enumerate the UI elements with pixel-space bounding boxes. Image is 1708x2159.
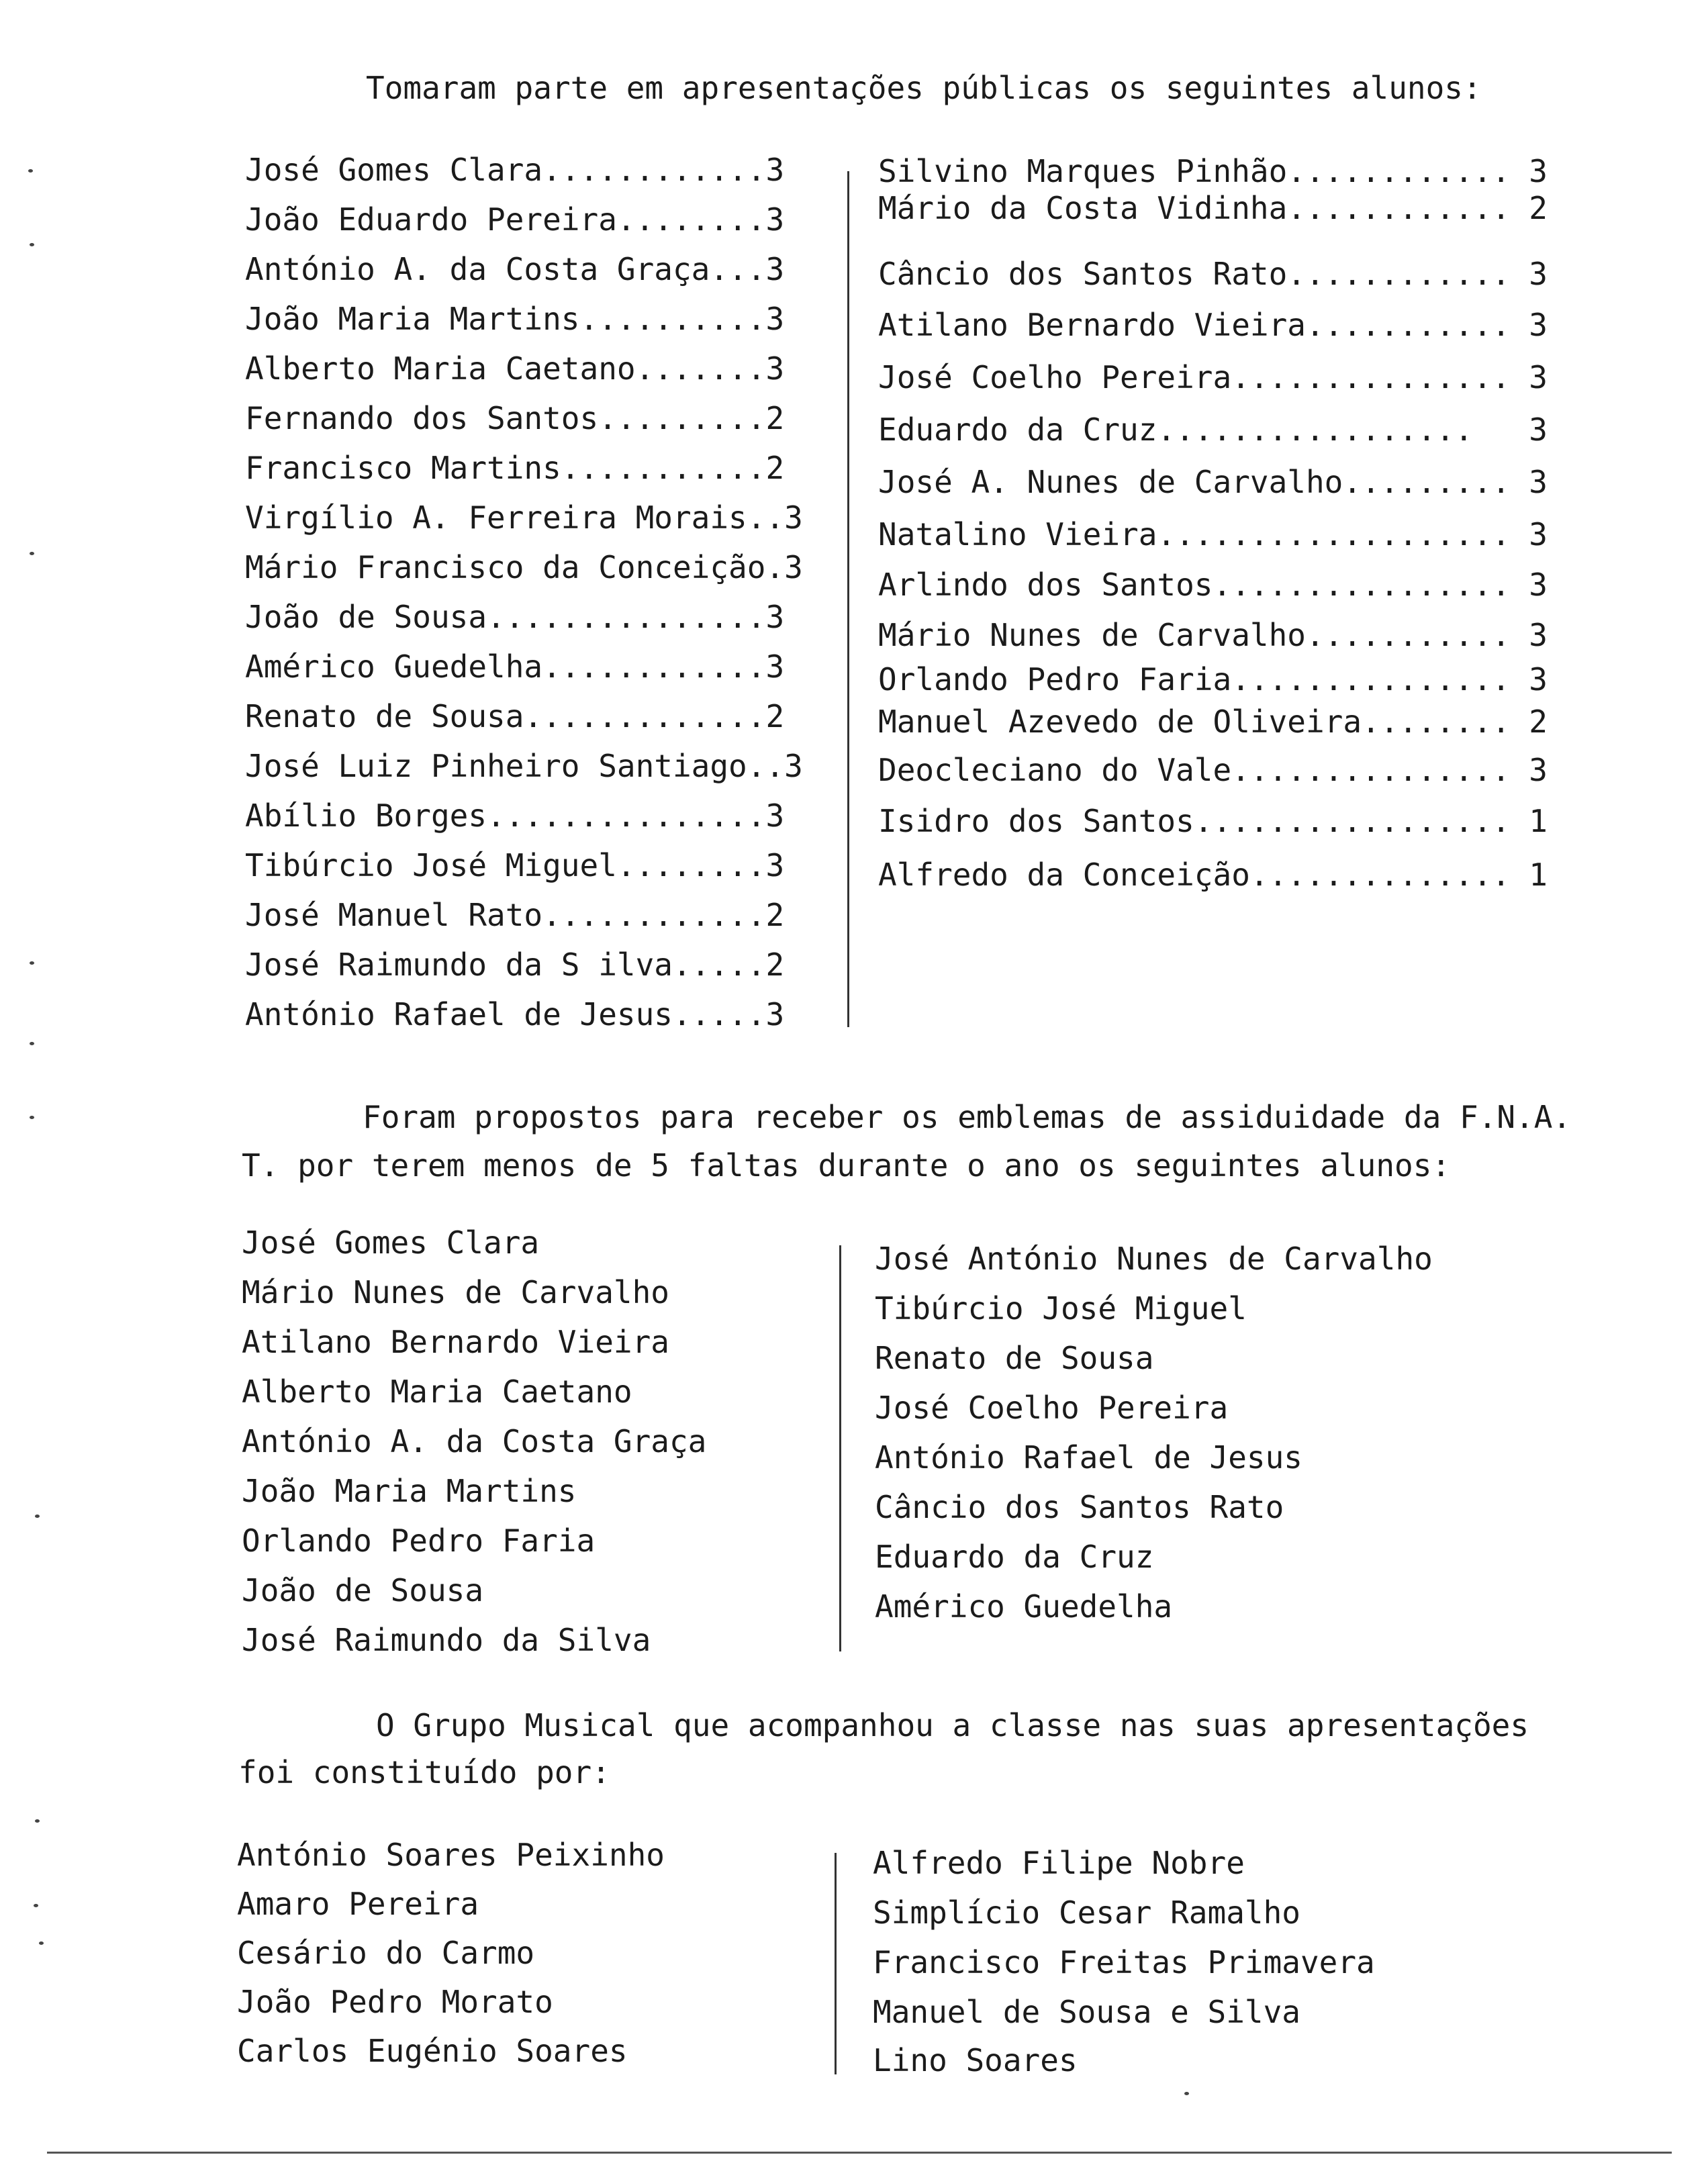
section2-right-row: José António Nunes de Carvalho <box>875 1241 1433 1277</box>
section1-left-row: Francisco Martins...........2 <box>245 450 785 486</box>
section3-intro-line1: O Grupo Musical que acompanhou a classe nas suas apresentações <box>376 1707 1529 1743</box>
section2-left-row: João Maria Martins <box>242 1473 577 1509</box>
scan-speck <box>35 1819 40 1823</box>
section2-left-row: José Raimundo da Silva <box>242 1622 651 1658</box>
section3-right-row: Manuel de Sousa e Silva <box>873 1994 1300 2030</box>
section2-right-row: Tibúrcio José Miguel <box>875 1290 1247 1327</box>
section1-left-row: João Eduardo Pereira........3 <box>245 201 785 238</box>
section2-left-row: António A. da Costa Graça <box>242 1423 707 1459</box>
section1-left-row: Tibúrcio José Miguel........3 <box>245 847 785 883</box>
section1-right-row: Manuel Azevedo de Oliveira........ 2 <box>878 704 1548 740</box>
section2-intro-line2: T. por terem menos de 5 faltas durante o ano os seguintes alunos: <box>242 1147 1451 1184</box>
scan-speck <box>34 1904 38 1907</box>
section1-left-row: José Luiz Pinheiro Santiago..3 <box>245 748 803 784</box>
section2-left-row: Alberto Maria Caetano <box>242 1374 632 1410</box>
scan-speck <box>39 1941 44 1945</box>
column-divider <box>835 1853 837 2074</box>
section1-right-row: Atilano Bernardo Vieira........... 3 <box>878 307 1548 343</box>
section2-right-row: Renato de Sousa <box>875 1340 1154 1376</box>
section1-left-row: João de Sousa...............3 <box>245 599 785 635</box>
section1-right-row: Alfredo da Conceição.............. 1 <box>878 857 1548 893</box>
scan-speck <box>30 552 34 555</box>
section3-left-row: Amaro Pereira <box>237 1886 479 1922</box>
section1-right-row: Silvino Marques Pinhão............ 3 <box>878 153 1548 189</box>
section2-left-row: Atilano Bernardo Vieira <box>242 1324 669 1360</box>
section1-right-row: Mário da Costa Vidinha............ 2 <box>878 190 1548 226</box>
section3-intro-line2: foi constituído por: <box>238 1754 610 1790</box>
scan-speck <box>28 169 33 173</box>
section1-right-row: Orlando Pedro Faria............... 3 <box>878 661 1548 698</box>
section1-left-row: José Manuel Rato............2 <box>245 897 785 933</box>
section2-right-row: Eduardo da Cruz <box>875 1539 1154 1575</box>
section1-left-row: Abílio Borges...............3 <box>245 798 785 834</box>
scan-speck <box>35 1515 40 1518</box>
section1-intro: Tomaram parte em apresentações públicas os seguintes alunos: <box>366 70 1482 106</box>
section3-left-row: Carlos Eugénio Soares <box>237 2033 628 2069</box>
section1-right-row: Eduardo da Cruz................. 3 <box>878 412 1548 448</box>
column-divider <box>847 171 849 1027</box>
column-divider <box>839 1245 841 1651</box>
scan-speck <box>1184 2092 1189 2095</box>
section1-right-row: José Coelho Pereira............... 3 <box>878 359 1548 395</box>
scan-speck <box>30 1116 34 1119</box>
scan-speck <box>30 243 34 246</box>
section3-right-row: Lino Soares <box>873 2042 1078 2078</box>
scan-speck <box>30 1042 34 1045</box>
section2-right-row: Câncio dos Santos Rato <box>875 1489 1284 1525</box>
section2-left-row: João de Sousa <box>242 1572 484 1609</box>
section1-left-row: Mário Francisco da Conceição.3 <box>245 549 803 585</box>
section1-left-row: José Gomes Clara............3 <box>245 152 785 188</box>
section1-right-row: José A. Nunes de Carvalho......... 3 <box>878 464 1548 500</box>
section1-right-row: Isidro dos Santos................. 1 <box>878 803 1548 839</box>
section1-left-row: Alberto Maria Caetano.......3 <box>245 350 785 387</box>
section3-left-row: António Soares Peixinho <box>237 1837 665 1873</box>
section2-left-row: José Gomes Clara <box>242 1225 540 1261</box>
section1-right-row: Arlindo dos Santos................ 3 <box>878 567 1548 603</box>
section2-intro-line1: Foram propostos para receber os emblemas de assiduidade da F.N.A. <box>363 1099 1572 1135</box>
section1-right-row: Natalino Vieira................... 3 <box>878 516 1548 553</box>
section2-left-row: Mário Nunes de Carvalho <box>242 1274 669 1310</box>
section3-right-row: Simplício Cesar Ramalho <box>873 1894 1300 1931</box>
section2-left-row: Orlando Pedro Faria <box>242 1523 596 1559</box>
section1-left-row: António A. da Costa Graça...3 <box>245 251 785 287</box>
section1-right-row: Mário Nunes de Carvalho........... 3 <box>878 617 1548 653</box>
section3-left-row: Cesário do Carmo <box>237 1935 535 1971</box>
section2-right-row: José Coelho Pereira <box>875 1390 1229 1426</box>
section1-left-row: Américo Guedelha............3 <box>245 649 785 685</box>
section1-left-row: Renato de Sousa.............2 <box>245 698 785 734</box>
section3-left-row: João Pedro Morato <box>237 1984 553 2020</box>
section1-right-row: Câncio dos Santos Rato............ 3 <box>878 256 1548 292</box>
section1-left-row: João Maria Martins..........3 <box>245 301 785 337</box>
bottom-edge-line <box>47 2152 1672 2154</box>
section2-right-row: António Rafael de Jesus <box>875 1439 1302 1476</box>
section1-left-row: José Raimundo da S ilva.....2 <box>245 947 785 983</box>
section1-left-row: Fernando dos Santos.........2 <box>245 400 785 436</box>
section3-right-row: Alfredo Filipe Nobre <box>873 1845 1245 1881</box>
section2-right-row: Américo Guedelha <box>875 1588 1173 1625</box>
section1-left-row: Virgílio A. Ferreira Morais..3 <box>245 499 803 536</box>
scan-speck <box>30 961 34 965</box>
section3-right-row: Francisco Freitas Primavera <box>873 1944 1375 1980</box>
section1-right-row: Deocleciano do Vale............... 3 <box>878 752 1548 788</box>
section1-left-row: António Rafael de Jesus.....3 <box>245 996 785 1033</box>
